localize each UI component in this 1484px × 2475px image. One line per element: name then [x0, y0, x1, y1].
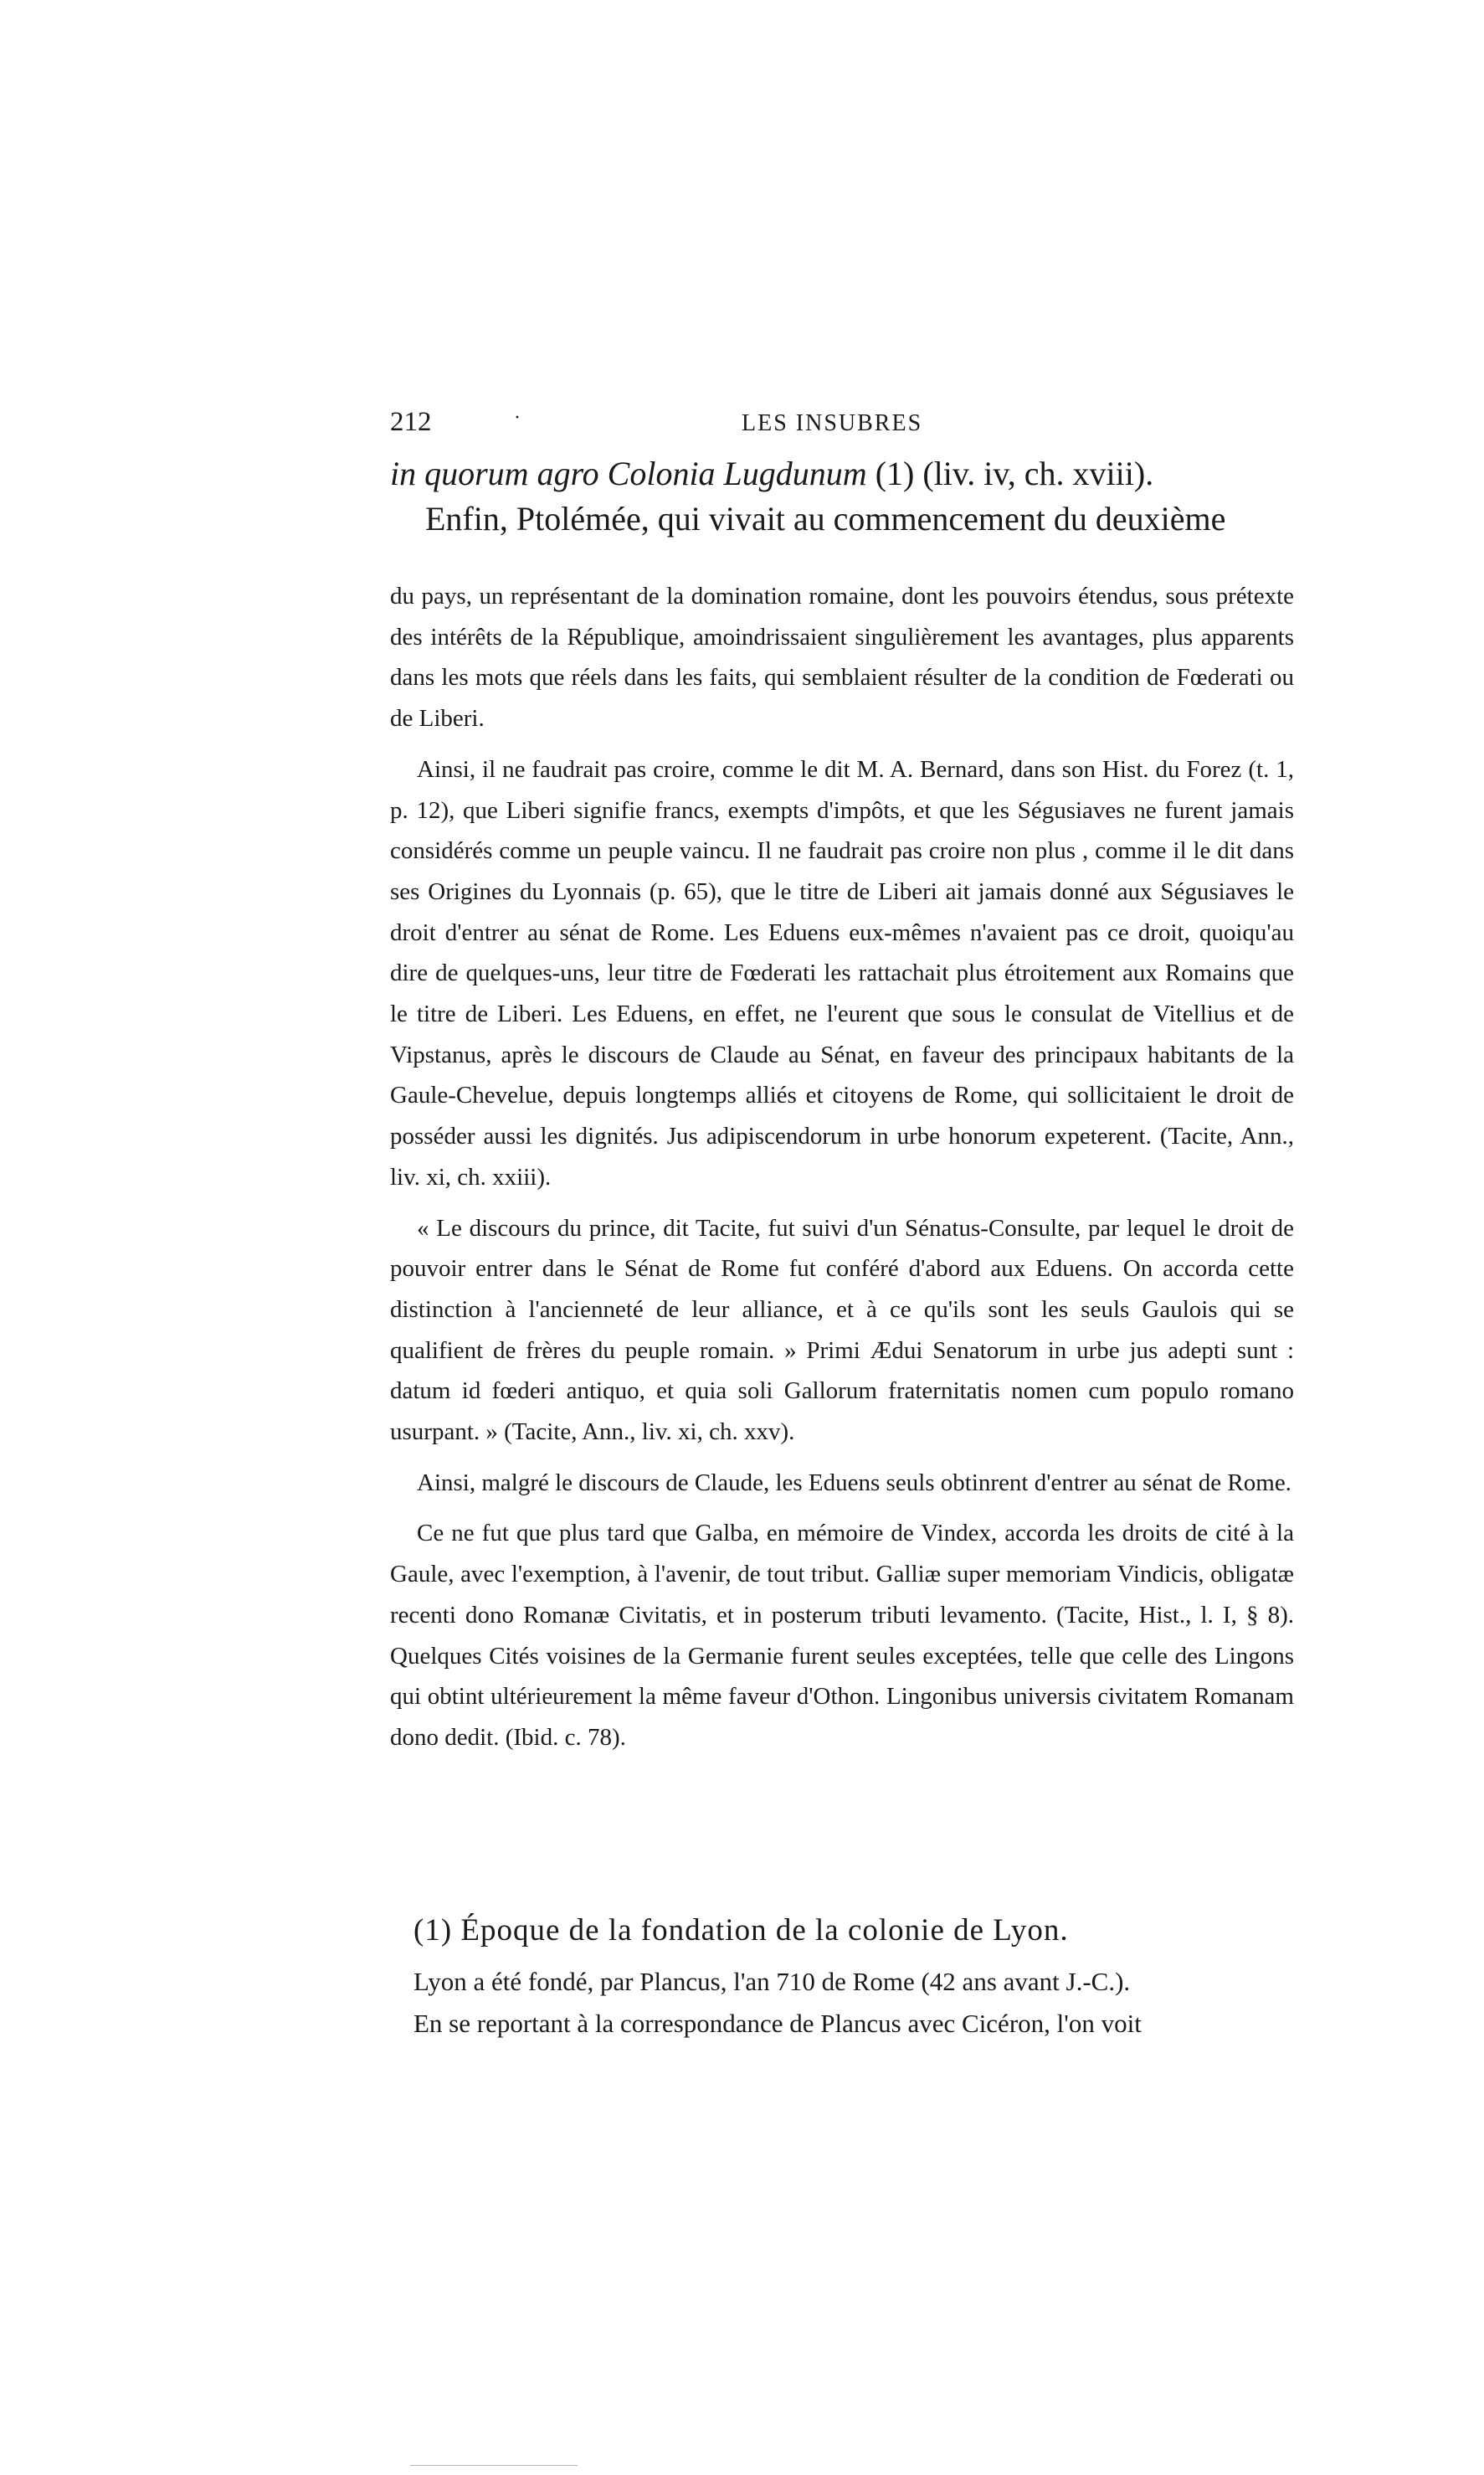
- paragraph-2: Ainsi, il ne faudrait pas croire, comme le dit M. A. Bernard, dans son Hist. du Forez (t. 1, p. 12), que Liberi signifie francs, exempts d'impôts, et que les Ségusiaves ne furent jamais considérés comme un peuple vaincu. Il ne faudrait pas croire non plus , comme il le dit dans ses Origines du Lyonnais (p. 65), que le titre de Liberi ait jamais donné aux Ségusiaves le droit d'entrer au sénat de Rome. Les Eduens eux-mêmes n'avaient pas ce droit, quoiqu'au dire de quelques-uns, leur titre de Fœderati les rattachait plus étroitement aux Romains que le titre de Liberi. Les Eduens, en effet, ne l'eurent que sous le consulat de Vitellius et de Vipstanus, après le discours de Claude au Sénat, en faveur des principaux habitants de la Gaule-Chevelue, depuis longtemps alliés et citoyens de Rome, qui sollicitaient le droit de posséder aussi les dignités. Jus adipiscendorum in urbe honorum expeterent. (Tacite, Ann., liv. xi, ch. xxiii).: [390, 755, 1294, 1191]
- paragraph-4: Ainsi, malgré le discours de Claude, les Eduens seuls obtinrent d'entrer au sénat de Rome.: [417, 1469, 1291, 1496]
- top-line-1-italic: in quorum agro Colonia Lugdunum: [390, 455, 867, 492]
- header-mark: ·: [514, 407, 521, 429]
- note-line-2: En se reportant à la correspondance de Plancus avec Cicéron, l'on voit: [413, 2009, 1142, 2038]
- bottom-rule: [410, 2465, 578, 2468]
- top-line-2: Enfin, Ptolémée, qui vivait au commencement du deuxième: [425, 500, 1226, 538]
- note-body: [413, 1961, 1301, 2045]
- running-title: LES INSUBRES: [742, 410, 923, 436]
- paragraph-1: du pays, un représentant de la domination romaine, dont les pouvoirs étendus, sous prétexte des intérêts de la République, amoindrissaient singulièrement les avantages, plus apparents dans les mots que réels dans les faits, qui semblaient résulter de la condition de Fœderati ou de Liberi.: [390, 583, 1294, 733]
- note-title: (1) Époque de la fondation de la colonie de Lyon.: [413, 1913, 1069, 1948]
- paragraph-5: Ce ne fut que plus tard que Galba, en mémoire de Vindex, accorda les droits de cité à la Gaule, avec l'exemption, à l'avenir, de tout tribut. Galliæ super memoriam Vindicis, obligatæ recenti dono Romanæ Civitatis, et in posterum tributi levamento. (Tacite, Hist., l. I, § 8). Quelques Cités voisines de la Germanie furent seules exceptées, telle que celle des Lingons qui obtint ultérieurement la même faveur d'Othon. Lingonibus universis civitatem Romanam dono dedit. (Ibid. c. 78).: [390, 1520, 1294, 1751]
- note-line-1: Lyon a été fondé, par Plancus, l'an 710 de Rome (42 ans avant J.-C.).: [413, 1967, 1131, 1996]
- paragraph-3: « Le discours du prince, dit Tacite, fut suivi d'un Sénatus-Consulte, par lequel le droit de pouvoir entrer dans le Sénat de Rome fut conféré d'abord aux Eduens. On accorda cette distinction à l'ancienneté de leur alliance, et à ce qu'ils sont les seuls Gaulois qui se qualifient de frères du peuple romain. » Primi Ædui Senatorum in urbe jus adepti sunt : datum id fœderi antiquo, et quia soli Gallorum fraternitatis nomen cum populo romano usurpant. » (Tacite, Ann., liv. xi, ch. xxv).: [390, 1214, 1294, 1446]
- page-header: [390, 407, 1294, 440]
- top-line-1: [390, 452, 1302, 496]
- page-number: 212: [390, 407, 432, 437]
- top-line-1-rest: (1) (liv. iv, ch. xviii).: [866, 455, 1154, 492]
- main-text: [390, 576, 1294, 1768]
